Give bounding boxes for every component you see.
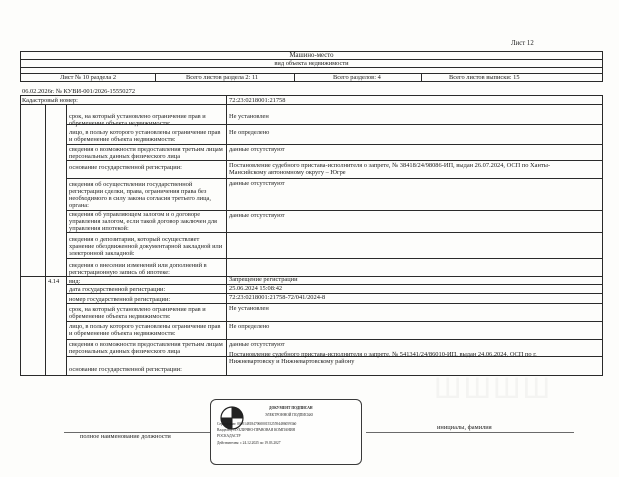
page-label: Лист 12: [511, 40, 534, 47]
stamp-certificate: Сертификат: 00e0148184706000155255944860593b0: [217, 422, 297, 426]
row-label: срок, на который установлено ограничение прав и обременение объекта недвижимости:: [69, 306, 206, 320]
sheet-section: Лист № 10 раздела 2: [60, 74, 117, 81]
row-label: основание государственной регистрации:: [69, 366, 182, 373]
cadastral-label: Кадастровый номер:: [22, 97, 78, 104]
total-sections: Всего разделов: 4: [333, 74, 381, 81]
row-label: сведения о депозитарии, который осуществляет хранение обездвиженной документарной закладной или электронной закладной:: [69, 236, 223, 257]
row-label: срок, на который установлено ограничение прав и обременение объекта недвижимости:: [69, 113, 206, 127]
stamp-title: ДОКУМЕНТ ПОДПИСАН: [269, 406, 313, 410]
row-label: сведения о возможности предоставления третьим лицам персональных данных физического лица: [69, 146, 223, 160]
signature-label: инициалы, фамилия: [437, 424, 492, 431]
stamp-subtitle: ЭЛЕКТРОННОЙ ПОДПИСЬЮ: [265, 413, 314, 417]
stamp-valid: Действителен: с 24.12.2025 по 19.03.2027: [217, 441, 281, 445]
stamp-owner-2: РОСКАДАСТР: [217, 434, 241, 438]
row-label: лицо, в пользу которого установлены ограничение прав и обременение объекта недвижимости:: [69, 323, 221, 337]
row-value: данные отсутствуют: [229, 212, 285, 219]
row-value: 72:23:0218001:21758-72/041/2024-8: [229, 294, 326, 301]
date-number: 06.02.2026г. № КУВИ-001/2026-15550272: [22, 88, 136, 95]
row-label: сведения об управляющем залогом и о договоре управления залогом, если такой договор заключен для управления ипотекой:: [69, 211, 217, 232]
row-label: лицо, в пользу которого установлены ограничение прав и обременение объекта недвижимости:: [69, 129, 221, 143]
row-value: данные отсутствуют: [229, 146, 285, 153]
position-label: полное наименование должности: [80, 433, 171, 440]
row-label: номер государственной регистрации:: [69, 296, 171, 303]
row-value: данные отсутствуют: [229, 180, 285, 187]
row-value: Не определено: [229, 323, 270, 330]
signature-stamp: [210, 399, 362, 465]
row-value: данные отсутствуют: [229, 341, 285, 348]
cadastral-value: 72:23:0218001:21758: [229, 97, 286, 104]
total-sheets-section: Всего листов раздела 2: 11: [186, 74, 259, 81]
object-kind: вид объекта недвижимости: [274, 60, 349, 67]
watermark-decoration: [434, 372, 552, 406]
total-sheets-extract: Всего листов выписки: 15: [449, 74, 520, 81]
row-label: вид:: [69, 278, 81, 285]
object-name: Машино-место: [289, 52, 334, 59]
row-value: Постановление судебного пристава-исполнителя о запрете, № 38418/24/98086-ИП, выдан 26.07.2024, ОСП по Ханты-Мансийскому автономному округу – Югре: [229, 162, 551, 176]
row-value: Не установлен: [229, 113, 269, 120]
row-value: Не определено: [229, 129, 270, 136]
stamp-owner: Владелец: ПУБЛИЧНО-ПРАВОВАЯ КОМПАНИЯ: [217, 428, 295, 432]
row-value: Постановление судебного пристава-исполнителя о запрете, № 541341/24/86010-ИП, выдан 24.06.2024, ОСП по г. Нижневартовску и Нижневартовскому району: [229, 351, 537, 365]
row-label: основание государственной регистрации:: [69, 164, 182, 171]
row-value: Не установлен: [229, 305, 269, 312]
record-number: 4.14: [48, 278, 60, 285]
row-label: сведения о внесении изменений или дополнений в регистрационную запись об ипотеке:: [69, 262, 207, 276]
row-label: дата государственной регистрации:: [69, 286, 166, 293]
row-label: сведения об осуществлении государственной регистрации сделки, права, ограничения права без необходимого в силу закона согласия третьего лица, органа:: [69, 181, 211, 209]
row-label: сведения о возможности предоставления третьим лицам персональных данных физического лица: [69, 341, 223, 355]
row-value: Запрещение регистрации: [229, 276, 298, 283]
row-value: 25.06.2024 15:08:42: [229, 285, 283, 292]
